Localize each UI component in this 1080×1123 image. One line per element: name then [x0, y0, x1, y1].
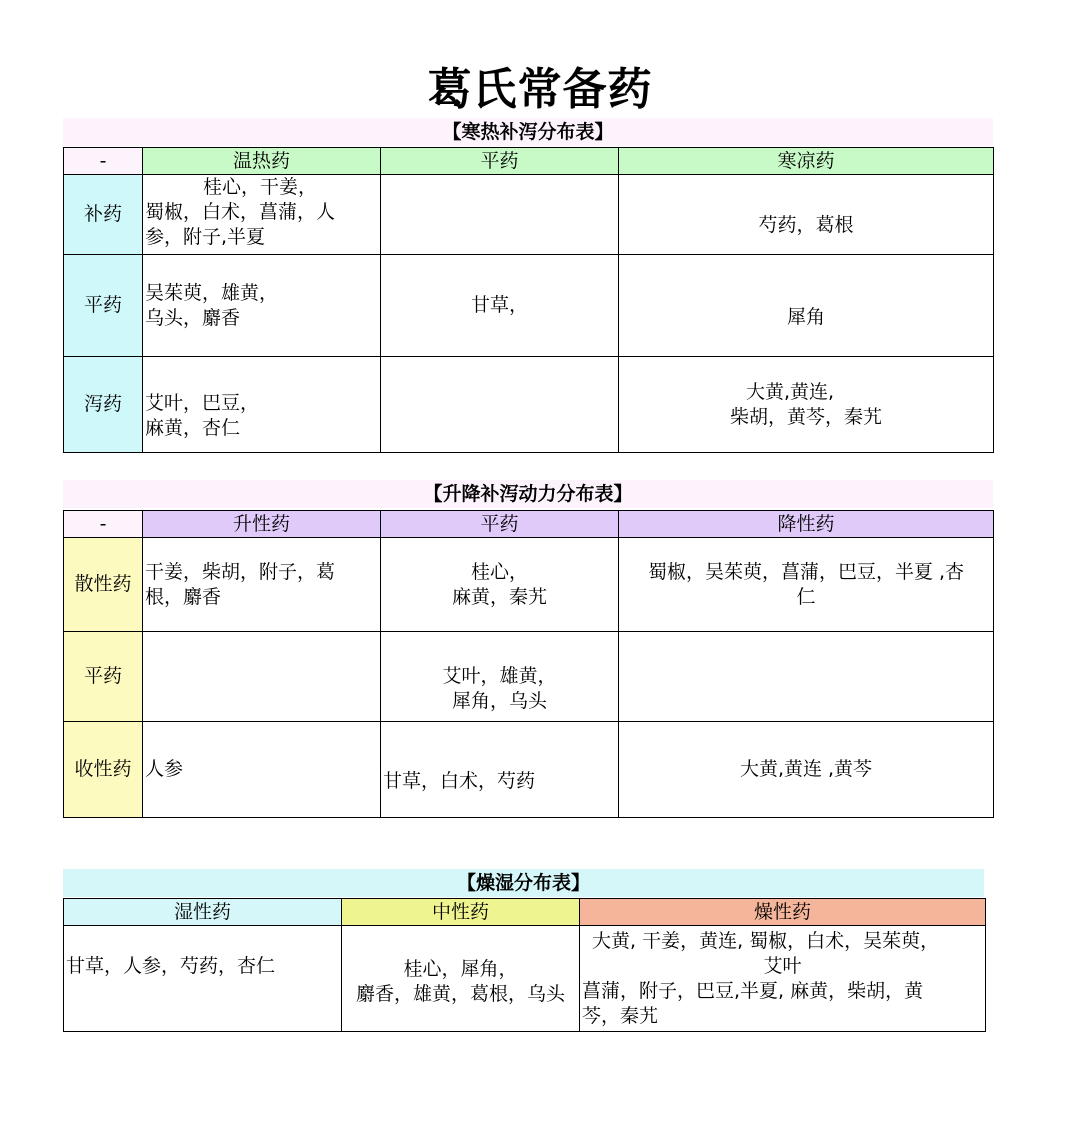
- cell-flat-down: [619, 632, 994, 722]
- row-header-purge: 泻药: [64, 357, 143, 453]
- col-header-neutral: 平药: [381, 148, 619, 175]
- cell-neutral-neutral: 甘草，: [381, 255, 619, 357]
- cell-flat-up: [143, 632, 381, 722]
- row-header-flat: 平药: [64, 632, 143, 722]
- cell-tonic-neutral: [381, 175, 619, 255]
- col-header-falling: 降性药: [619, 511, 994, 538]
- table-row: [64, 357, 994, 453]
- cell-purge-warm: 艾叶，巴豆， 麻黄，杏仁: [143, 357, 381, 453]
- cell-tonic-cold: 芍药，葛根: [619, 175, 994, 255]
- rise-fall-table: [63, 510, 994, 818]
- table1-caption: 【寒热补泻分布表】: [63, 118, 993, 146]
- cell-purge-cold: 大黄,黄连, 柴胡，黄芩，秦艽: [619, 357, 994, 453]
- cell-dispersing-flat: 桂心， 麻黄，秦艽: [381, 538, 619, 632]
- cell-flat-flat: 艾叶，雄黄， 犀角，乌头: [381, 632, 619, 722]
- table2-corner: -: [64, 511, 143, 538]
- row-header-dispersing: 散性药: [64, 538, 143, 632]
- cell-astringent-flat: 甘草，白术，芍药: [381, 722, 619, 818]
- table-row: [64, 538, 994, 632]
- table-row: [64, 722, 994, 818]
- cell-astringent-up: 人参: [143, 722, 381, 818]
- row-header-astringent: 收性药: [64, 722, 143, 818]
- table-row: [64, 175, 994, 255]
- col-header-mid: 中性药: [342, 899, 580, 926]
- row-header-tonic: 补药: [64, 175, 143, 255]
- cell-tonic-warm: 桂心，干姜， 蜀椒，白术，菖蒲，人 参，附子,半夏: [143, 175, 381, 255]
- table2-caption: 【升降补泻动力分布表】: [63, 480, 993, 508]
- table1-corner: -: [64, 148, 143, 175]
- col-header-flat: 平药: [381, 511, 619, 538]
- cell-dry: 大黄, 干姜，黄连, 蜀椒，白术，吴茱萸， 艾叶 菖蒲，附子，巴豆,半夏, 麻黄，柴胡，黄 芩，秦艽: [580, 926, 986, 1032]
- cell-wet: 甘草，人参，芍药，杏仁: [64, 926, 342, 1032]
- col-header-cold: 寒凉药: [619, 148, 994, 175]
- table-row: [64, 926, 986, 1032]
- cell-neutral-cold: 犀角: [619, 255, 994, 357]
- cell-neutral-warm: 吴茱萸，雄黄， 乌头，麝香: [143, 255, 381, 357]
- col-header-warm: 温热药: [143, 148, 381, 175]
- cell-mid: 桂心，犀角， 麝香，雄黄，葛根，乌头: [342, 926, 580, 1032]
- row-header-neutral: 平药: [64, 255, 143, 357]
- page-title: 葛氏常备药: [427, 64, 653, 115]
- col-header-rising: 升性药: [143, 511, 381, 538]
- col-header-wet: 湿性药: [64, 899, 342, 926]
- hot-cold-table: [63, 147, 994, 453]
- cell-purge-neutral: [381, 357, 619, 453]
- cell-dispersing-up: 干姜，柴胡，附子，葛 根，麝香: [143, 538, 381, 632]
- table-row: [64, 255, 994, 357]
- cell-dispersing-down: 蜀椒，吴茱萸，菖蒲，巴豆，半夏 ,杏 仁: [619, 538, 994, 632]
- table-row: [64, 632, 994, 722]
- cell-astringent-down: 大黄,黄连 ,黄芩: [619, 722, 994, 818]
- col-header-dry: 燥性药: [580, 899, 986, 926]
- table3-caption: 【燥湿分布表】: [63, 869, 984, 897]
- dry-wet-table: [63, 898, 986, 1032]
